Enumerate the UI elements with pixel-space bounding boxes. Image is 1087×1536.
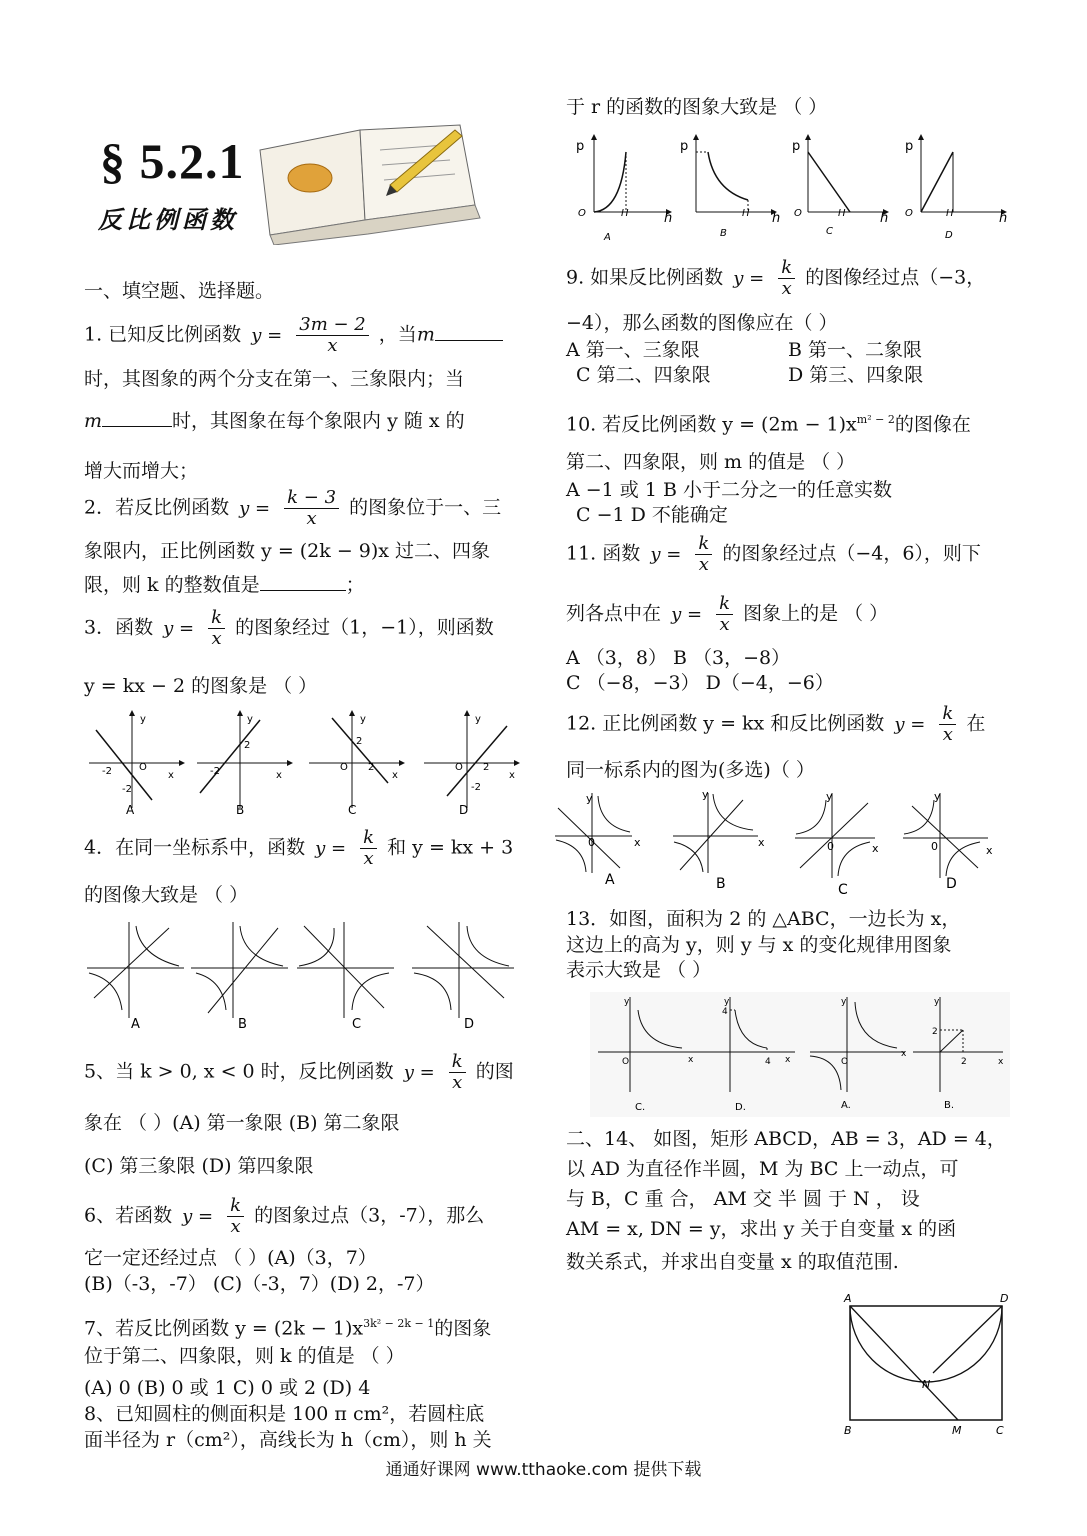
q11-option-ab[interactable]: A （3，8） B （3，−8） [566, 647, 791, 669]
q13c-o: O [622, 1057, 630, 1067]
q4-text: 4．在同一坐标系中，函数 [84, 836, 306, 859]
q6-line3: (B)（-3，-7） (C)（-3，7）(D) 2，-7） [84, 1273, 435, 1295]
q4-y: y = [315, 837, 347, 859]
q13b-tick2: 2 [932, 1027, 938, 1037]
q8-option-b[interactable]: B [720, 228, 727, 239]
q13a-o: O [841, 1057, 849, 1067]
q1-text: 1. 已知反比例函数 [84, 323, 242, 346]
q4-frac-den: x [363, 848, 374, 869]
q3b-x: x [276, 770, 282, 781]
q14-point-b: B [844, 1424, 852, 1437]
q3-graph-a [89, 710, 185, 817]
q8-line1: 8、已知圆柱的侧面积是 100 π cm²，若圆柱底 [84, 1403, 485, 1425]
q6-line1 [84, 1196, 484, 1237]
q9-line1 [566, 258, 985, 299]
q2-blank[interactable] [260, 572, 346, 591]
q13-option-b[interactable]: B. [944, 1100, 955, 1111]
q3-option-a[interactable]: A [126, 803, 135, 817]
q14-line5: 数关系式，并求出自变量 x 的取值范围. [566, 1251, 899, 1273]
q3-y: y = [163, 617, 195, 639]
q2-frac [284, 488, 339, 529]
q4-line1 [84, 828, 513, 869]
q4-graph-d [412, 922, 514, 1032]
q13c-y: y [624, 997, 630, 1007]
q8-line2: 面半径为 r（cm²），高线长为 h（cm），则 h 关 [84, 1429, 492, 1451]
q13b-tickx2: 2 [961, 1057, 967, 1067]
q1-line4: 增大而增大； [84, 460, 199, 482]
q2-text: 2．若反比例函数 [84, 496, 230, 519]
section1-heading: 一、填空题、选择题。 [84, 280, 275, 302]
q5-line1 [84, 1052, 514, 1093]
q2-line1 [84, 488, 501, 529]
q5-frac-den: x [452, 1072, 463, 1093]
q13-graphs [590, 992, 1010, 1117]
q2-text-d: 限，则 k 的整数值是 [84, 574, 260, 596]
q13d-tickx4: 4 [765, 1057, 771, 1067]
q12-option-d[interactable]: D [946, 876, 957, 892]
q13a-y: y [841, 997, 847, 1007]
q13-line2: 这边上的高为 y，则 y 与 x 的变化规律用图象 [566, 934, 952, 956]
q14-line3: 与 B，C 重 合， AM 交 半 圆 于 N ， 设 [566, 1188, 920, 1210]
q4-graph-a [87, 922, 184, 1032]
q3-graph-c [309, 710, 405, 817]
q8b-h: H [742, 208, 750, 219]
q1-line3 [84, 408, 465, 435]
q11-frac-den: x [698, 554, 709, 575]
q3-option-c[interactable]: C [348, 803, 357, 817]
q10-option-ab[interactable]: A −1 或 1 B 小于二分之一的任意实数 [566, 479, 892, 501]
q11-line1 [566, 534, 981, 575]
q10-exponent: m² − 2 [856, 413, 895, 426]
q3a-x: x [168, 770, 174, 781]
q11-frac2 [716, 594, 733, 635]
q4-graph-c [297, 922, 394, 1032]
q6-frac [227, 1196, 244, 1237]
q4-option-c[interactable]: C [352, 1017, 362, 1032]
q3a-tick2: -2 [122, 784, 132, 795]
q3-text-b: 的图象经过（1，−1），则函数 [235, 616, 494, 639]
q9-text: 9. 如果反比例函数 [566, 266, 724, 289]
q8d-p: p [905, 139, 914, 154]
q14-point-a: A [844, 1292, 852, 1305]
q12-line2: 同一标系内的图为(多选)（ ） [566, 759, 815, 781]
q3b-tick: -2 [210, 766, 220, 777]
q12-frac-num: k [939, 704, 956, 725]
q10-text: 10. 若反比例函数 y = (2m − 1)x [566, 413, 857, 436]
q8-option-a[interactable]: A [604, 232, 611, 242]
q8-graph-b [680, 134, 780, 239]
q3-graphs [84, 708, 524, 818]
q12a-o: 0 [588, 836, 595, 849]
section-title: 反比例函数 [98, 206, 238, 234]
q12-text-b: 在 [966, 712, 986, 735]
q12-graph-a [555, 792, 641, 888]
q3-option-d[interactable]: D [459, 803, 469, 817]
q12-graph-d [903, 790, 993, 892]
q7-text-b: 的图象 [434, 1317, 492, 1340]
q13-line1: 13．如图，面积为 2 的 △ABC，一边长为 x， [566, 908, 961, 930]
q9-text-b: 的图像经过点（−3， [805, 266, 986, 289]
q11-frac-num: k [695, 534, 712, 555]
q11-frac [695, 534, 712, 575]
q12-text: 12. 正比例函数 y = kx 和反比例函数 [566, 712, 885, 735]
q8a-p: p [576, 139, 585, 154]
q3-option-b[interactable]: B [236, 803, 245, 817]
q11-text-d: 图象上的是 （ ） [743, 602, 889, 625]
q5-y: y = [403, 1061, 435, 1083]
q1-frac-den: x [327, 335, 338, 356]
q14-line1: 二、14、 如图，矩形 ABCD，AB = 3，AD = 4， [566, 1128, 1006, 1150]
q3a-y: y [140, 714, 146, 725]
q11-frac2-den: x [719, 614, 730, 635]
q2-frac-num: k − 3 [284, 488, 339, 509]
q3c-x: x [392, 770, 398, 781]
q7-line1 [84, 1310, 491, 1342]
q12-line1 [566, 704, 985, 745]
q10-option-cd[interactable]: C −1 D 不能确定 [576, 504, 728, 526]
q3d-origin: O [455, 762, 463, 773]
q3d-tick2: -2 [471, 782, 481, 793]
q2-line2: 象限内，正比例函数 y = (2k − 9)x 过二、四象 [84, 540, 491, 562]
q4-option-a[interactable]: A [131, 1017, 140, 1032]
q13d-y: y [724, 997, 730, 1007]
q3b-tick2: 2 [244, 740, 251, 751]
q6-line2: 它一定还经过点 （ ）(A)（3，7） [84, 1247, 377, 1269]
q9-option-c[interactable]: C 第二、四象限 [576, 364, 711, 386]
q11-text: 11. 函数 [566, 542, 641, 565]
q11-text-c: 列各点中在 [566, 602, 662, 625]
q3-text: 3．函数 [84, 616, 154, 639]
q11-frac2-num: k [716, 594, 733, 615]
q8b-p: p [680, 139, 689, 154]
q5-text: 5、当 k > 0, x < 0 时，反比例函数 [84, 1060, 394, 1083]
q12d-x: x [986, 844, 993, 857]
q9-option-a[interactable]: A 第一、三象限 [566, 339, 700, 361]
q7-text: 7、若反比例函数 y = (2k − 1)x [84, 1317, 364, 1340]
footer-credit: 通通好课网 www.tthaoke.com 提供下载 [385, 1460, 702, 1480]
q1-frac-num: 3m − 2 [296, 315, 369, 336]
q14-point-n: N [922, 1378, 931, 1391]
q12-frac [939, 704, 956, 745]
q8-graph-a [576, 134, 672, 242]
q5-line3: (C) 第三象限 (D) 第四象限 [84, 1155, 314, 1177]
q7-exponent: 3k² − 2k − 1 [363, 1317, 435, 1330]
q1-blank1[interactable] [435, 322, 503, 341]
q3d-tick: 2 [483, 762, 490, 773]
q13a-x: x [901, 1049, 907, 1059]
q4-option-b[interactable]: B [238, 1017, 247, 1032]
q8a-haxis: h [664, 211, 673, 226]
q8c-haxis: h [880, 211, 889, 226]
q14-point-m: M [952, 1424, 962, 1437]
q6-text-b: 的图象过点（3，-7），那么 [254, 1204, 485, 1227]
q5-text-b: 的图 [475, 1060, 514, 1083]
q11-y: y = [650, 543, 682, 565]
q8-graphs [566, 130, 1011, 242]
q7-line3: (A) 0 (B) 0 或 1 C) 0 或 2 (D) 4 [84, 1377, 371, 1399]
q14-line4: AM = x, DN = y，求出 y 关于自变量 x 的函 [566, 1218, 957, 1240]
q12d-o: 0 [931, 840, 938, 853]
q13-line3: 表示大致是 （ ） [566, 959, 712, 981]
q4-graphs [84, 918, 524, 1036]
q8b-haxis: h [772, 211, 781, 226]
q8-graph-d [905, 134, 1007, 241]
q12a-y: y [586, 792, 593, 805]
q14-point-c: C [996, 1424, 1004, 1437]
q8d-o: O [905, 208, 913, 219]
section-number: § 5.2.1 [100, 133, 245, 189]
q3-frac-den: x [211, 628, 222, 649]
q1-frac [296, 315, 369, 356]
q10-text-b: 的图像在 [894, 413, 971, 436]
q12-graph-c [795, 790, 879, 896]
q2-text-b: 的图象位于一、三 [349, 496, 502, 519]
q9-y: y = [733, 267, 765, 289]
q13b-x: x [998, 1057, 1004, 1067]
q1-blank2[interactable] [102, 408, 172, 427]
q12-option-b[interactable]: B [716, 876, 726, 892]
q12c-y: y [826, 790, 833, 803]
q12-option-a[interactable]: A [605, 872, 615, 888]
q6-frac-den: x [230, 1216, 241, 1237]
q8c-p: p [792, 139, 801, 154]
q6-y: y = [182, 1205, 214, 1227]
q6-frac-num: k [227, 1196, 244, 1217]
q4-frac [360, 828, 377, 869]
q13d-x: x [785, 1055, 791, 1065]
q3c-y: y [360, 714, 366, 725]
q3c-tick2: 2 [368, 762, 375, 773]
q3-frac-num: k [208, 608, 225, 629]
q12-graph-b [673, 788, 765, 892]
q4-frac-num: k [360, 828, 377, 849]
q13-option-a[interactable]: A. [841, 1100, 851, 1111]
q14-rectangle-figure [838, 1288, 1018, 1440]
q8a-h: H [621, 208, 629, 219]
q2-text-e: ； [345, 574, 365, 596]
q2-line3 [84, 572, 365, 599]
q4-graph-b [191, 922, 288, 1032]
q3-graph-d [424, 710, 520, 817]
q1-m: m [416, 323, 435, 346]
q1-text-d: 时，其图象在每个象限内 y 随 x 的 [172, 410, 465, 432]
q12-y: y = [894, 713, 926, 735]
q4-option-d[interactable]: D [464, 1017, 475, 1032]
q12b-x: x [758, 836, 765, 849]
q5-frac [449, 1052, 466, 1093]
q4-line2: 的图像大致是 （ ） [84, 884, 249, 906]
q9-frac [778, 258, 795, 299]
q11-text-b: 的图象经过点（−4，6），则下 [722, 542, 981, 565]
q12d-y: y [934, 790, 941, 803]
q13c-x: x [688, 1055, 694, 1065]
q9-option-d[interactable]: D 第三、四象限 [788, 364, 924, 386]
q12c-o: 0 [827, 840, 834, 853]
q3b-y: y [247, 714, 253, 725]
q11-line2 [566, 594, 888, 635]
q7-line2: 位于第二、四象限，则 k 的值是 （ ） [84, 1345, 405, 1367]
q6-text: 6、若函数 [84, 1204, 173, 1227]
q2-frac-den: x [306, 508, 317, 529]
q8d-h: H [946, 208, 954, 219]
q8-graph-c [792, 134, 889, 237]
q13b-y: y [934, 997, 940, 1007]
q13-option-c[interactable]: C. [635, 1102, 646, 1113]
q12-option-c[interactable]: C [838, 882, 848, 896]
q12a-x: x [634, 836, 641, 849]
q4-text-b: 和 y = kx + 3 [387, 836, 514, 859]
q5-frac-num: k [449, 1052, 466, 1073]
q8c-o: O [794, 208, 802, 219]
q13d-tick4: 4 [722, 1007, 728, 1017]
q5-line2: 象在 （ ）(A) 第一象限 (B) 第二象限 [84, 1112, 400, 1134]
q9-line2: −4），那么函数的图像应在（ ） [566, 312, 838, 334]
q3-line1 [84, 608, 494, 649]
q13-option-d[interactable]: D. [735, 1102, 746, 1113]
q9-frac-num: k [778, 258, 795, 279]
q1-text-b: ，当 [378, 323, 417, 346]
q10-line2: 第二、四象限，则 m 的值是 （ ） [566, 451, 856, 473]
q14-line2: 以 AD 为直径作半圆，M 为 BC 上一动点，可 [566, 1158, 959, 1180]
q8-option-d[interactable]: D [945, 230, 953, 241]
q3a-origin: O [139, 762, 147, 773]
q3-graph-b [197, 710, 293, 817]
q2-y: y = [239, 497, 271, 519]
q8-option-c[interactable]: C [826, 226, 833, 237]
open-book-illustration [250, 110, 485, 245]
q3d-x: x [509, 770, 515, 781]
q3c-tick: 2 [356, 736, 363, 747]
q1-fraction: y = [251, 324, 283, 346]
q3-line2: y = kx − 2 的图象是 （ ） [84, 675, 318, 697]
q3c-origin: O [340, 762, 348, 773]
q12b-y: y [702, 788, 709, 801]
q9-option-b[interactable]: B 第一、二象限 [788, 339, 923, 361]
q8-line3: 于 r 的函数的图象大致是 （ ） [566, 96, 828, 118]
q1-line2: 时，其图象的两个分支在第一、三象限内；当 [84, 368, 465, 390]
q12c-x: x [872, 842, 879, 855]
q8c-h: H [838, 208, 846, 219]
q10-line1 [566, 406, 971, 438]
q8d-haxis: h [999, 211, 1008, 226]
q3a-tick: -2 [102, 766, 112, 777]
q3-frac [208, 608, 225, 649]
q1-line1 [84, 315, 503, 356]
q9-frac-den: x [781, 278, 792, 299]
q12-graphs [550, 788, 995, 896]
q3d-y: y [475, 714, 481, 725]
q12-frac-den: x [942, 724, 953, 745]
q11-option-cd[interactable]: C （−8，−3） D（−4，−6） [566, 672, 834, 694]
q8a-o: O [578, 208, 586, 219]
q14-point-d: D [1000, 1292, 1009, 1305]
q1-m2: m [84, 410, 103, 432]
q11-y2: y = [671, 603, 703, 625]
